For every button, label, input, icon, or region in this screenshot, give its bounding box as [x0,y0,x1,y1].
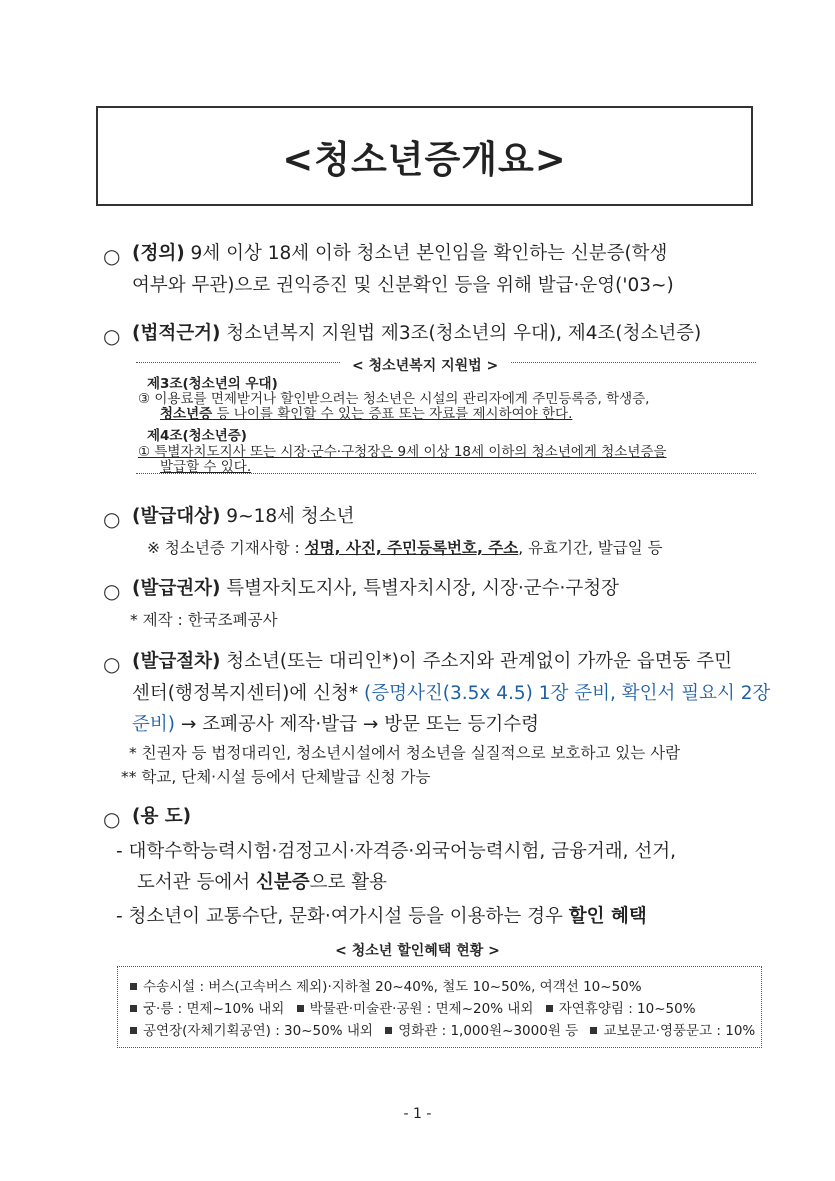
procedure-note2: ** 학교, 단체·시설 등에서 단체발급 신청 가능 [121,768,431,786]
square-bullet-icon [130,983,137,990]
benefit-forest: 자연휴양림 : 10~50% [558,1001,696,1017]
definition-line2: 여부와 무관)으로 권익증진 및 신분확인 등을 위해 발급·운영('03~) [132,275,674,296]
usage-line3-bold: 할인 혜택 [568,906,647,927]
usage-line2-a: 도서관 등에서 [137,872,256,893]
procedure-text3: → 조폐공사 제작·발급 → 방문 또는 등기수령 [174,714,539,735]
benefits-row3 [130,1020,755,1042]
issuer-label: (발급권자) [132,578,221,599]
article4-line1: ① 특별자치도지사 또는 시장·군수·구청장은 9세 이상 18세 이하의 청소년에게 청소년증을 [138,444,667,460]
bullet-icon: ○ [103,507,121,531]
procedure-blue1: (증명사진(3.5x 4.5) 1장 준비, 확인서 필요시 2장 [364,683,771,704]
benefit-transport: 수송시설 : 버스(고속버스 제외)·지하철 20~40%, 철도 10~50%, 여객선 10~50% [143,979,642,995]
definition-line1 [132,241,667,267]
article3-bold: 청소년증 [160,406,213,422]
target-note-prefix: ※ 청소년증 기재사항 : [147,539,305,557]
procedure-text2: 센터(행정복지센터)에 신청* [132,683,365,704]
issuer-text: 특별자치도지사, 특별자치시장, 시장·군수·구청장 [226,578,620,599]
bullet-icon: ○ [103,652,121,676]
target-label: (발급대상) [132,506,221,527]
usage-line3 [116,904,647,930]
benefit-palace: 궁·릉 : 면제~10% 내외 [143,1001,285,1017]
procedure-label: (발급절차) [132,651,221,672]
target-note-bold: 성명, 사진, 주민등록번호, 주소 [304,539,519,557]
procedure-note1: * 친권자 등 법정대리인, 청소년시설에서 청소년을 실질적으로 보호하고 있는 사람 [129,744,681,762]
article3-title: 제3조(청소년의 우대) [147,376,278,392]
square-bullet-icon [130,1005,137,1012]
procedure-line3 [132,712,539,738]
page-title: <청소년증개요> [282,138,567,181]
usage-line2-bold: 신분증 [256,872,310,893]
article4-line2: 발급할 수 있다. [160,459,252,475]
usage-line3-a: - 청소년이 교통수단, 문화·여가시설 등을 이용하는 경우 [116,906,569,927]
title-box [96,106,753,206]
square-bullet-icon [385,1027,392,1034]
definition-label: (정의) [132,243,185,264]
target-line [132,504,354,530]
article4-title: 제4조(청소년증) [147,428,247,444]
benefits-row1 [130,976,642,998]
procedure-blue2: 준비) [132,714,175,735]
benefit-bookstore: 교보문고·영풍문고 : 10% [603,1023,756,1039]
legal-basis-label: (법적근거) [132,323,221,344]
benefits-row2 [130,998,696,1020]
square-bullet-icon [130,1027,137,1034]
legal-basis-line [132,321,701,347]
square-bullet-icon [590,1027,597,1034]
bullet-icon: ○ [103,324,121,348]
square-bullet-icon [546,1005,553,1012]
bullet-icon: ○ [103,579,121,603]
legal-basis-text: 청소년복지 지원법 제3조(청소년의 우대), 제4조(청소년증) [226,323,702,344]
issuer-line [132,576,619,602]
procedure-line2 [132,681,770,707]
bullet-icon: ○ [103,807,121,831]
procedure-line1 [132,649,732,675]
benefit-museum: 박물관·미술관·공원 : 면제~20% 내외 [309,1001,534,1017]
article3-rest: 등 나이를 확인할 수 있는 증표 또는 자료를 제시하여야 한다. [212,406,573,422]
square-bullet-icon [297,1005,304,1012]
target-text: 9~18세 청소년 [226,506,355,527]
usage-line2 [137,870,387,896]
usage-line2-b: 으로 활용 [309,872,387,893]
usage-line1: - 대학수학능력시험·검정고시·자격증·외국어능력시험, 금융거래, 선거, [116,841,676,862]
benefit-theater: 공연장(자체기획공연) : 30~50% 내외 [143,1023,373,1039]
law-box-title: < 청소년복지 지원법 > [340,355,510,375]
definition-text: 9세 이상 18세 이하 청소년 본인임을 확인하는 신분증(학생 [190,243,668,264]
article3-line2 [160,406,572,423]
usage-label: (용 도) [132,806,192,827]
issuer-note: * 제작 : 한국조폐공사 [130,611,278,629]
bullet-icon: ○ [103,244,121,268]
article3-line1: ③ 이용료를 면제받거나 할인받으려는 청소년은 시설의 관리자에게 주민등록증, 학생증, [138,391,650,407]
target-note-rest: , 유효기간, 발급일 등 [518,539,663,557]
benefit-cinema: 영화관 : 1,000원~3000원 등 [398,1023,579,1039]
target-note [147,537,663,559]
benefits-title: < 청소년 할인혜택 현황 > [335,943,500,959]
page-number: - 1 - [403,1106,432,1122]
procedure-text1: 청소년(또는 대리인*)이 주소지와 관계없이 가까운 읍면동 주민 [226,651,733,672]
